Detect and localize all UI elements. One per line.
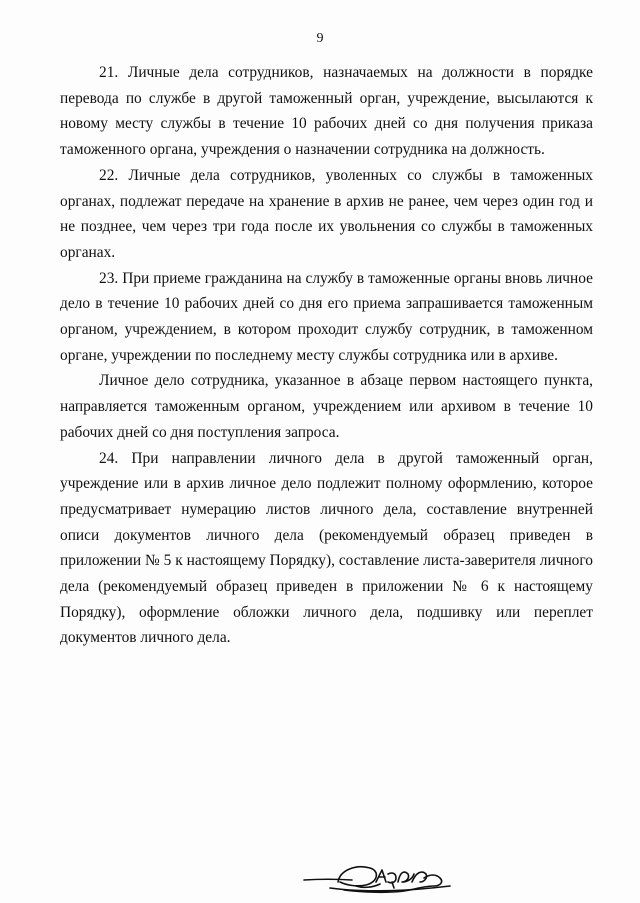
paragraph-23: 23. При приеме гражданина на службу в таможенные органы вновь личное дело в течение 10 рабочих дней со дня его приема запрашивается таможенным органом, учреждением, в котором проходит службу сотрудник, в таможенном органе, учреждении по последнему месту службы сотрудника или в архиве. [60,269,593,364]
paragraph-23-second: Личное дело сотрудника, указанное в абзаце первом настоящего пункта, направляется таможенным органом, учреждением или архивом в течение 10 рабочих дней со дня поступления запроса. [60,372,593,441]
handwritten-signature [300,852,460,898]
paragraph-21: 21. Личные дела сотрудников, назначаемых на должности в порядке перевода по службе в другой таможенный орган, учреждение, высылаются к новому месту службы в течение 10 рабочих дней со дня получения приказа таможенного органа, учреждения о назначении сотрудника на должность. [60,64,593,159]
paragraph-24: 24. При направлении личного дела в другой таможенный орган, учреждение или в архив личное дело подлежит полному оформлению, которое предусматривает нумерацию листов личного дела, составление внутренней описи документов личного дела (рекомендуемый образец приведен в приложении № 5 к настоящему Порядку), составление листа-заверителя личного дела (рекомендуемый образец приведен в приложении № 6 к настоящему Порядку), оформление обложки личного дела, подшивку или переплет документов личного дела. [60,449,593,647]
page-number: 9 [316,31,324,46]
document-body [60,60,593,651]
paragraph-22: 22. Личные дела сотрудников, уволенных со службы в таможенных органах, подлежат передаче на хранение в архив не ранее, чем через один год и не позднее, чем через три года после их увольнения со службы в таможенных органах. [60,166,593,261]
